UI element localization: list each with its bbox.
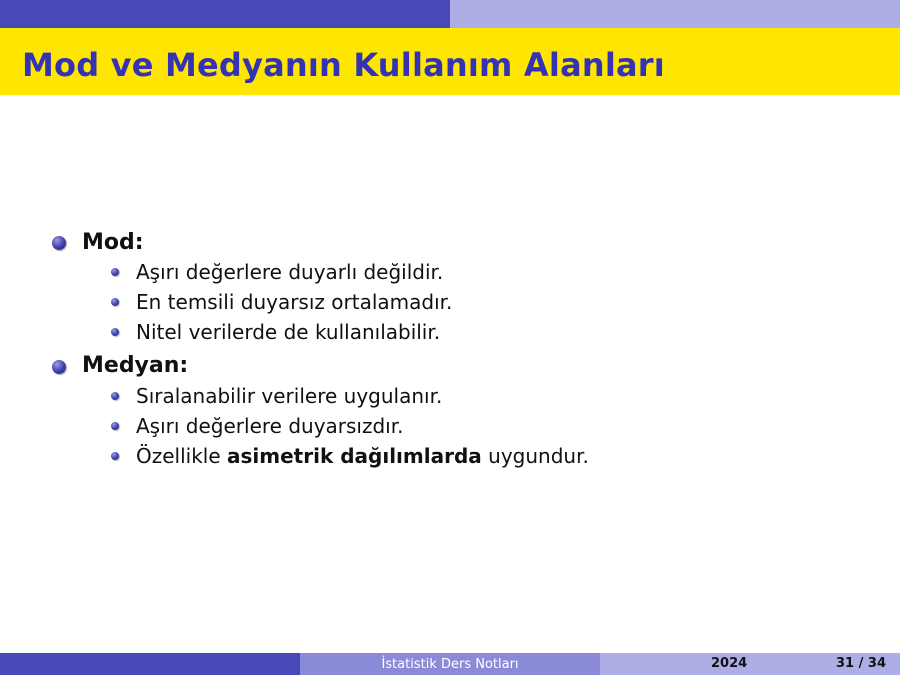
sub-bullet-icon — [111, 298, 119, 306]
list-item: Sıralanabilir verilere uygulanır. — [136, 384, 443, 408]
footer-left-section — [0, 653, 300, 675]
list-item-emphasis: asimetrik dağılımlarda — [227, 444, 482, 468]
sub-bullet-icon — [111, 452, 119, 460]
bullet-icon — [52, 236, 66, 250]
item-heading-medyan: Medyan: — [82, 353, 189, 378]
list-item: Aşırı değerlere duyarlı değildir. — [136, 260, 444, 284]
sub-bullet-icon — [111, 328, 119, 336]
footer-year: 2024 — [711, 656, 748, 671]
list-item: Nitel verilerde de kullanılabilir. — [136, 320, 441, 344]
list-item-suffix: uygundur. — [481, 444, 589, 468]
list-item-prefix: Özellikle — [136, 444, 228, 468]
slide-title: Mod ve Medyanın Kullanım Alanları — [22, 46, 665, 84]
list-item: Aşırı değerlere duyarsızdır. — [136, 414, 404, 438]
page-number: 31 / 34 — [836, 656, 886, 671]
list-item — [136, 444, 589, 468]
footer-course-title: İstatistik Ders Notları — [300, 653, 600, 675]
sub-bullet-icon — [111, 422, 119, 430]
sub-bullet-icon — [111, 392, 119, 400]
sub-bullet-icon — [111, 268, 119, 276]
footer-bar — [0, 653, 900, 675]
footer-right-section — [600, 653, 900, 675]
list-item: En temsili duyarsız ortalamadır. — [136, 290, 453, 314]
item-heading-mod: Mod: — [82, 230, 144, 255]
bullet-icon — [52, 360, 66, 374]
